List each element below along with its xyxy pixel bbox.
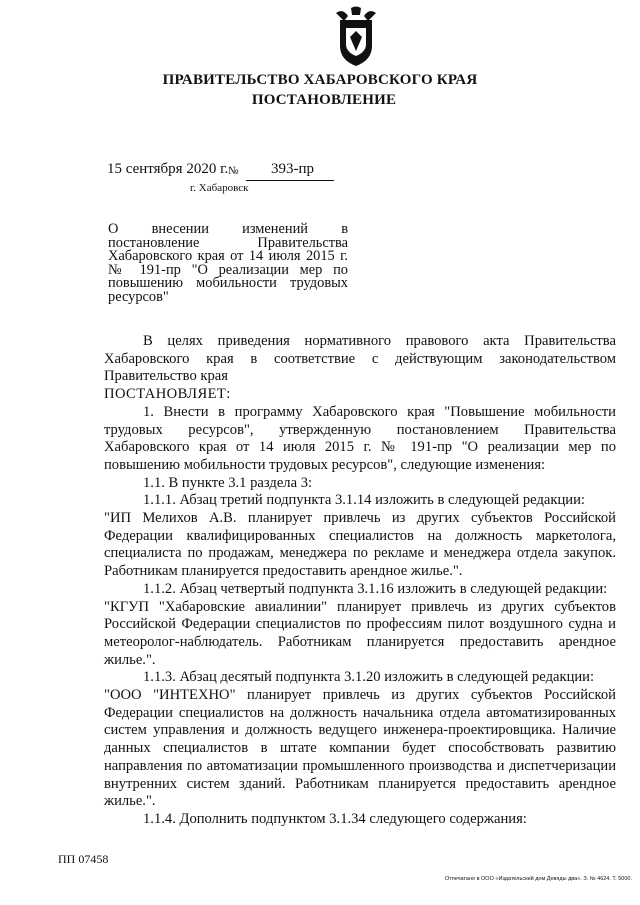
preamble-paragraph: В целях приведения нормативного правового акта Правительства Хабаровского края в соответствие с действующим законодательством Правительство края [104, 333, 616, 385]
document-type-title: ПОСТАНОВЛЕНИЕ [251, 92, 397, 108]
paragraph-1-1: 1.1. В пункте 3.1 раздела 3: [143, 474, 313, 491]
number-sign: № [228, 165, 239, 177]
paragraph-1-1-4: 1.1.4. Дополнить подпунктом 3.1.34 следующего содержания: [143, 810, 527, 827]
paragraph-1-1-1-text: "ИП Мелихов А.В. планирует привлечь из других субъектов Российской Федерации квалифицированных специалистов на должность маркетолога, специалиста по продажам, менеджера по рекламе и менеджера отдела закупок. Работникам планируется предоставить арендное жилье.". [104, 510, 616, 580]
document-subject: О внесении изменений в постановление Правительства Хабаровского края от 14 июля 2015 г. № 191-пр "О реализации мер по повышению мобильности трудовых ресурсов" [108, 221, 348, 305]
paragraph-1-1-2-text: "КГУП "Хабаровские авиалинии" планирует привлечь из других субъектов Российской Федерации специалистов по профессиям пилот воздушного судна и метеоролог-наблюдатель. Работникам планируется предоставить арендное жилье.". [104, 598, 616, 668]
document-city: г. Хабаровск [190, 182, 249, 194]
document-number: 393-пр [271, 161, 315, 177]
resolves-heading: ПОСТАНОВЛЯЕТ: [104, 386, 231, 403]
government-title: ПРАВИТЕЛЬСТВО ХАБАРОВСКОГО КРАЯ [162, 72, 478, 88]
paragraph-1: 1. Внести в программу Хабаровского края "Повышение мобильности трудовых ресурсов", утвержденную постановлением Правительства Хабаровского края от 14 июля 2015 г. № 191-пр "О реализации мер по повышению мобильности трудовых ресурсов", следующие изменения: [104, 403, 616, 473]
document-code: ПП 07458 [58, 852, 109, 866]
document-date: 15 сентября 2020 г. [107, 161, 229, 177]
printer-imprint: Отпечатано в ООО «Издательский дом Девяды два». З. № 4624. Т. 5000. [444, 876, 632, 882]
paragraph-1-1-3: 1.1.3. Абзац десятый подпункта 3.1.20 изложить в следующей редакции: [143, 669, 595, 686]
paragraph-1-1-1: 1.1.1. Абзац третий подпункта 3.1.14 изложить в следующей редакции: [143, 492, 585, 509]
coat-of-arms-emblem [331, 6, 381, 68]
number-underline [246, 180, 334, 181]
paragraph-1-1-2: 1.1.2. Абзац четвертый подпункта 3.1.16 изложить в следующей редакции: [143, 580, 608, 597]
paragraph-1-1-3-text: "ООО "ИНТЕХНО" планирует привлечь из других субъектов Российской Федерации специалистов на должность начальника отдела автоматизированных систем управления и должность ведущего инженера-проектировщика. Наличие данных специалистов в штате компании будет способствовать развитию направления по автоматизации промышленного производства и диспетчеризации внутренних систем зданий. Работникам планируется предоставить арендное жилье.". [104, 687, 616, 810]
document-body [104, 333, 616, 829]
